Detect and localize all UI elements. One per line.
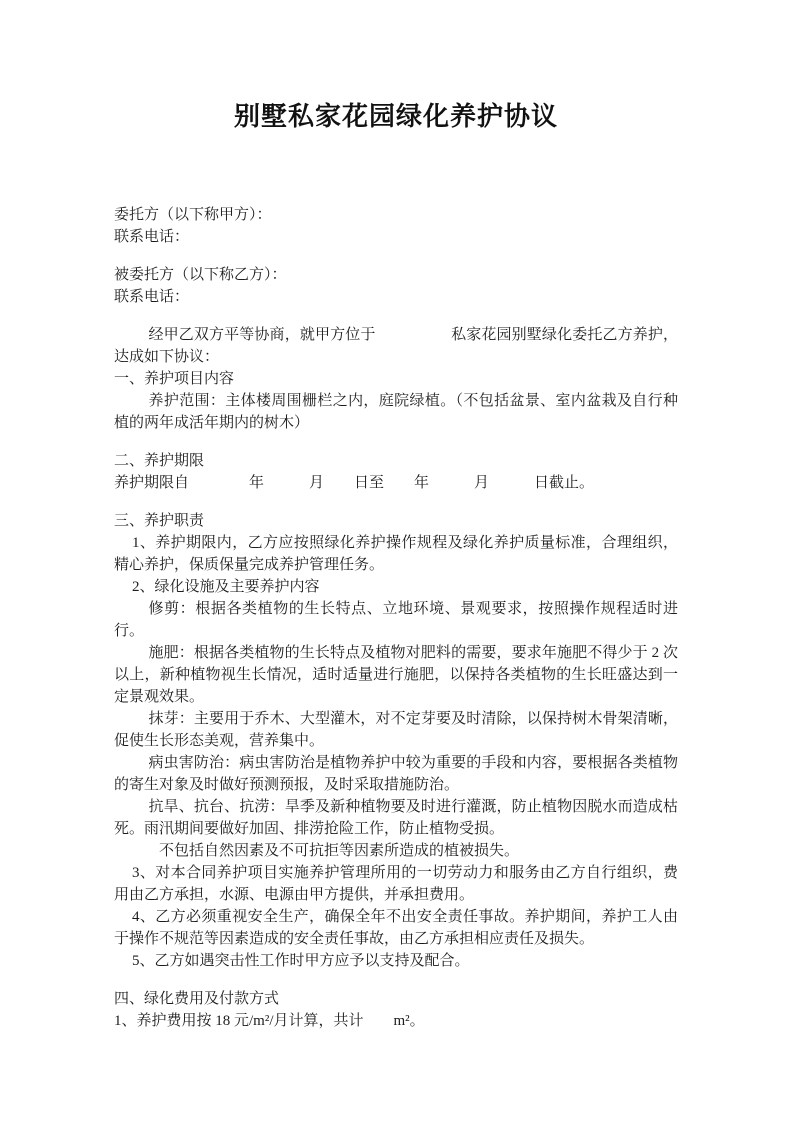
paragraph-line: 二、养护期限 (114, 453, 205, 469)
blank-line (114, 494, 678, 510)
paragraph-line: 1、养护期限内，乙方应按照绿化养护操作规程及绿化养护质量标准，合理组织，精心养护，保质保量完成养护管理任务。 (114, 535, 678, 573)
blank-line (114, 434, 678, 450)
paragraph-line: 不包括自然因素及不可抗拒等因素所造成的植被损失。 (159, 843, 520, 859)
paragraph-line: 委托方（以下称甲方）： (114, 207, 272, 223)
paragraph-line: 4、乙方必须重视安全生产，确保全年不出安全责任事故。养护期间，养护工人由于操作不规范等因素造成的安全责任事故，由乙方承担相应责任及损失。 (114, 909, 678, 947)
paragraph-line: 3、对本合同养护项目实施养护管理所用的一切劳动力和服务由乙方自行组织，费用由乙方承担，水源、电源由甲方提供，并承担费用。 (114, 865, 678, 903)
paragraph-line: 抹芽：主要用于乔木、大型灌木，对不定芽要及时清除，以保持树木骨架清晰，促使生长形态美观，营养集中。 (114, 711, 678, 749)
blank-line (114, 248, 678, 264)
blank-line (114, 972, 678, 988)
paragraph-line: 病虫害防治：病虫害防治是植物养护中较为重要的手段和内容，要根据各类植物的寄生对象及时做好预测预报，及时采取措施防治。 (114, 755, 678, 793)
paragraph-line: 2、绿化设施及主要养护内容 (132, 579, 320, 595)
blank-line (114, 308, 678, 324)
paragraph-line: 三、养护职责 (114, 513, 205, 529)
paragraph-line: 一、养护项目内容 (114, 371, 235, 387)
paragraph-line: 5、乙方如遇突击性工作时甲方应予以支持及配合。 (132, 953, 470, 969)
paragraph-line: 养护范围：主体楼周围栅栏之内，庭院绿植。（不包括盆景、室内盆栽及自行种植的两年成活年期内的树木） (114, 393, 678, 431)
document-body (114, 204, 678, 1032)
paragraph-line: 养护期限自 年 月 日至 年 月 日截止。 (114, 475, 595, 491)
paragraph-line: 抗旱、抗台、抗涝：旱季及新种植物要及时进行灌溉，防止植物因脱水而造成枯死。雨汛期间要做好加固、排涝抢险工作，防止植物受损。 (114, 799, 678, 837)
paragraph-line: 被委托方（以下称乙方）： (114, 267, 287, 283)
paragraph-line: 经甲乙双方平等协商，就甲方位于 私家花园别墅绿化委托乙方养护，达成如下协议： (114, 327, 678, 365)
paragraph-line: 施肥：根据各类植物的生长特点及植物对肥料的需要，要求年施肥不得少于 2 次以上，新种植物视生长情况，适时适量进行施肥，以保持各类植物的生长旺盛达到一定景观效果。 (114, 645, 678, 705)
paragraph-line: 联系电话： (114, 229, 190, 245)
paragraph-line: 1、养护费用按 18 元/m²/月计算，共计 m²。 (114, 1013, 425, 1029)
paragraph-line: 四、绿化费用及付款方式 (114, 991, 280, 1007)
paragraph-line: 修剪：根据各类植物的生长特点、立地环境、景观要求，按照操作规程适时进行。 (114, 601, 678, 639)
document-title: 别墅私家花园绿化养护协议 (233, 102, 558, 131)
paragraph-line: 联系电话： (114, 289, 190, 305)
